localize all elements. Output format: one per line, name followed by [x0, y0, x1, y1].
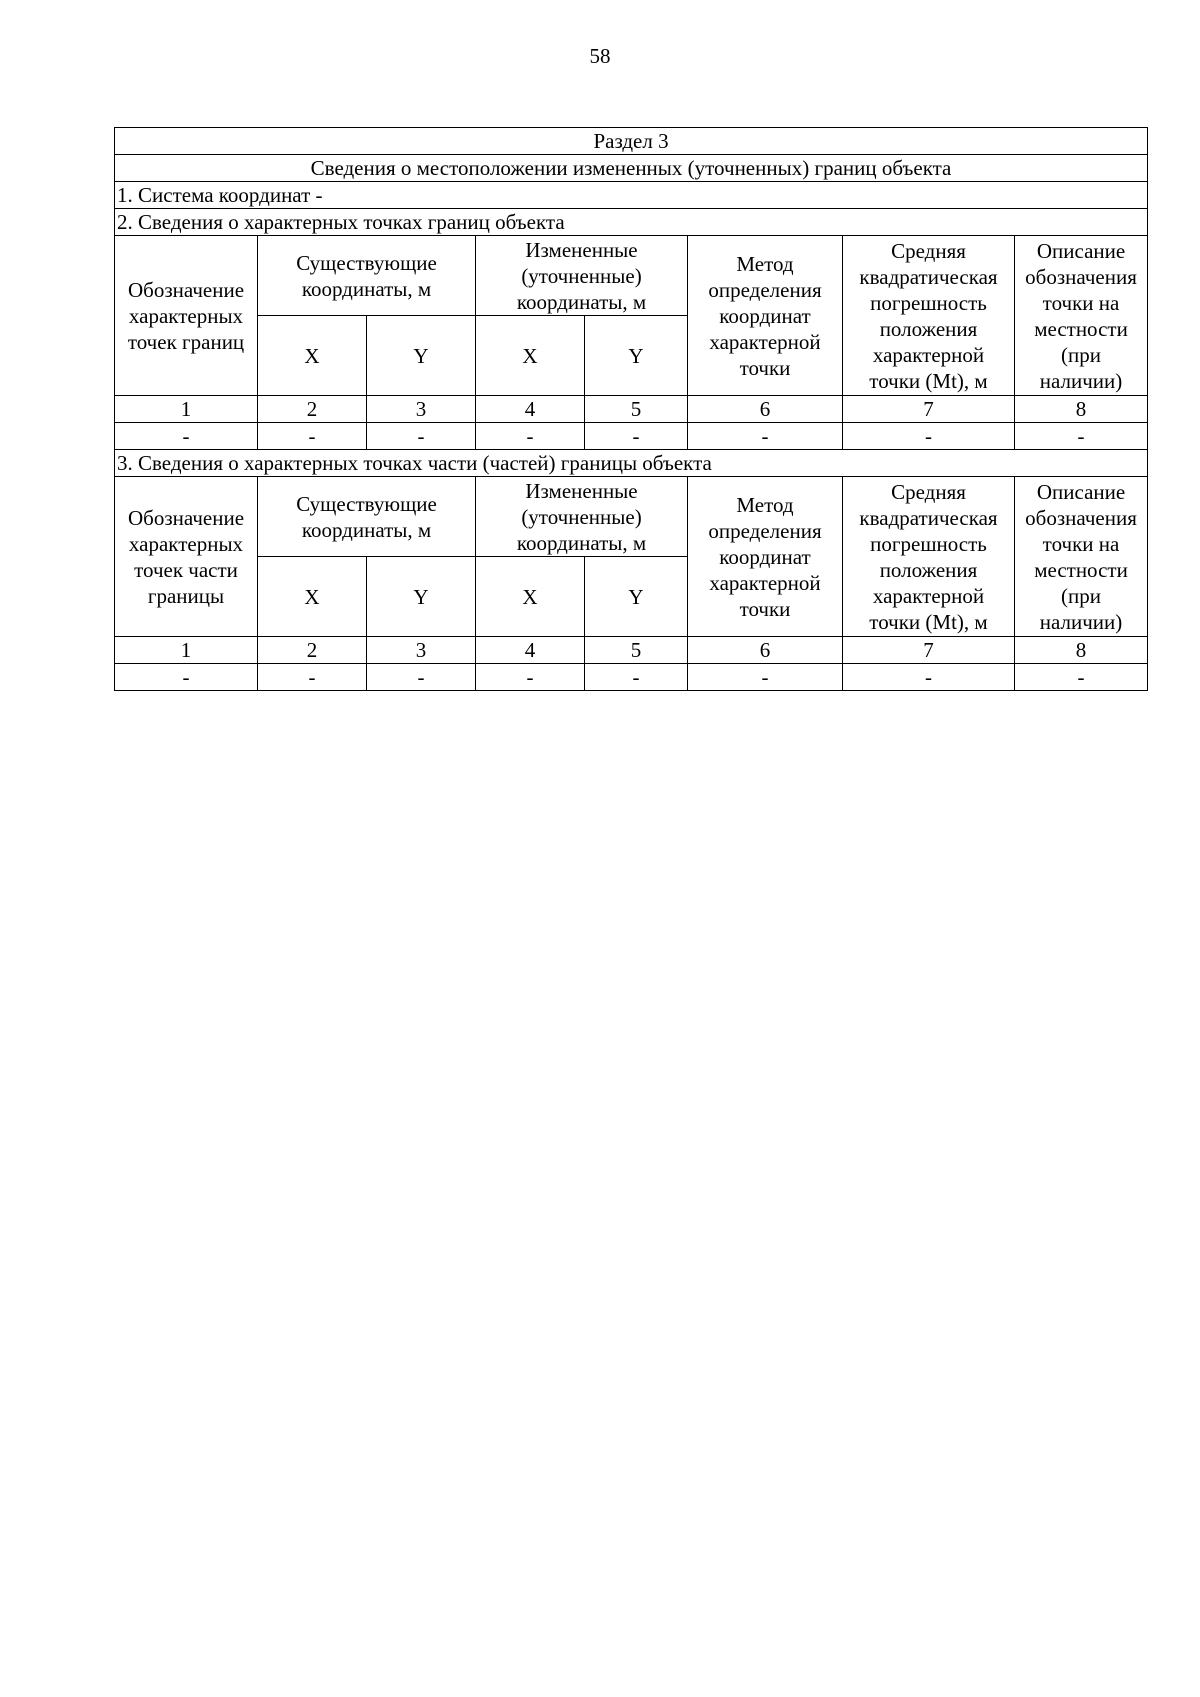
table-row — [115, 664, 1148, 691]
table-cell: - — [688, 423, 843, 450]
table-cell: - — [476, 423, 585, 450]
section-title: Раздел 3 — [115, 128, 1148, 155]
part3-column-numbers — [115, 637, 1148, 664]
part3-col-existing-coords: Существующие координаты, м — [258, 477, 476, 557]
part2-column-numbers — [115, 396, 1148, 423]
table-cell: - — [1015, 423, 1148, 450]
table-cell: - — [585, 423, 688, 450]
part3-title: 3. Сведения о характерных точках части (частей) границы объекта — [115, 450, 1148, 477]
table-cell: - — [115, 423, 258, 450]
table-cell: - — [476, 664, 585, 691]
coordinate-system-row: 1. Система координат - — [115, 182, 1148, 209]
part2-changed-y: Y — [585, 316, 688, 396]
part3-existing-y: Y — [367, 557, 476, 637]
part2-col-existing-coords: Существующие координаты, м — [258, 236, 476, 316]
table-cell: - — [258, 423, 367, 450]
table-row — [115, 423, 1148, 450]
table-cell: 2 — [258, 396, 367, 423]
table-cell: - — [688, 664, 843, 691]
table-cell: - — [585, 664, 688, 691]
section-3-table — [114, 127, 1148, 691]
part2-changed-x: X — [476, 316, 585, 396]
page-number: 58 — [589, 44, 611, 68]
part3-col-mean-error: Средняя квадратическая погрешность положения характерной точки (Mt), м — [843, 477, 1015, 637]
part2-col-mean-error: Средняя квадратическая погрешность положения характерной точки (Mt), м — [843, 236, 1015, 396]
table-cell: 1 — [115, 637, 258, 664]
table-cell: 4 — [476, 637, 585, 664]
table-cell: - — [1015, 664, 1148, 691]
table-cell: - — [367, 664, 476, 691]
part2-col-designation: Обозначение характерных точек границ — [115, 236, 258, 396]
part3-col-description: Описание обозначения точки на местности (при наличии) — [1015, 477, 1148, 637]
part3-changed-y: Y — [585, 557, 688, 637]
part2-col-description: Описание обозначения точки на местности (при наличии) — [1015, 236, 1148, 396]
table-cell: 3 — [367, 637, 476, 664]
table-cell: 8 — [1015, 396, 1148, 423]
part3-existing-x: X — [258, 557, 367, 637]
part3-changed-x: X — [476, 557, 585, 637]
part2-col-changed-coords: Измененные (уточненные) координаты, м — [476, 236, 688, 316]
table-cell: 5 — [585, 396, 688, 423]
part2-existing-x: X — [258, 316, 367, 396]
table-cell: - — [258, 664, 367, 691]
part2-existing-y: Y — [367, 316, 476, 396]
table-cell: 7 — [843, 637, 1015, 664]
part3-col-designation: Обозначение характерных точек части границы — [115, 477, 258, 637]
table-cell: - — [115, 664, 258, 691]
part2-col-method: Метод определения координат характерной точки — [688, 236, 843, 396]
section-subtitle: Сведения о местоположении измененных (уточненных) границ объекта — [115, 155, 1148, 182]
table-cell: 1 — [115, 396, 258, 423]
part3-col-changed-coords: Измененные (уточненные) координаты, м — [476, 477, 688, 557]
table-cell: 3 — [367, 396, 476, 423]
table-cell: 7 — [843, 396, 1015, 423]
table-cell: 5 — [585, 637, 688, 664]
table-cell: 6 — [688, 396, 843, 423]
table-cell: - — [367, 423, 476, 450]
table-cell: - — [843, 423, 1015, 450]
table-cell: 2 — [258, 637, 367, 664]
table-cell: - — [843, 664, 1015, 691]
table-cell: 6 — [688, 637, 843, 664]
part2-title: 2. Сведения о характерных точках границ объекта — [115, 209, 1148, 236]
part3-col-method: Метод определения координат характерной точки — [688, 477, 843, 637]
table-cell: 4 — [476, 396, 585, 423]
table-cell: 8 — [1015, 637, 1148, 664]
